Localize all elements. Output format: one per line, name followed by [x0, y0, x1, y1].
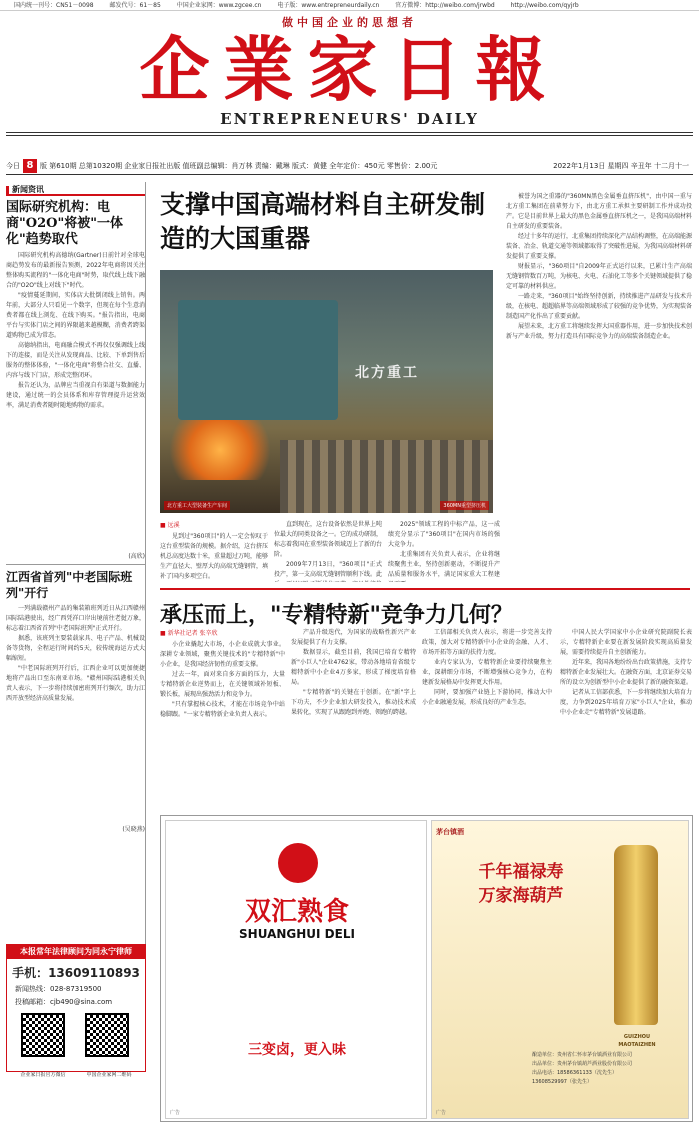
paragraph: 同时，要加强产业链上下游协同，推动大中小企业融通发展，形成良好的产业生态。 — [422, 689, 552, 706]
paragraph: 高德纳指出，电商融合模式不再仅仅强调线上线下的连接，而是关注从发现商品、比较、下单到售后服务的整体体验，"一体化电商"将整合社交、直播、内容与线下门店，形成完整闭环。 — [6, 342, 145, 379]
weibo-link-1[interactable]: 官方微博：http://weibo.com/jrwbd — [395, 2, 495, 9]
section-label-text: 新闻资讯 — [12, 185, 44, 194]
paragraph: 2009年7月13日，"360项目"正式投产，第一支高端无缝钢管顺利下线。此 — [274, 561, 382, 578]
slogan: 做中国企业的思想者 — [282, 16, 417, 29]
second-article-col-1 — [160, 640, 285, 808]
ad2-headline-1: 千年福禄寿 — [478, 862, 564, 882]
left-column — [6, 182, 146, 1078]
ad2-headline-2: 万家海葫芦 — [478, 886, 564, 906]
paragraph: 一路走来，"360项目"始终坚持创新，持续推进产品研发与技术升级，在核电、超超临界等高端领域形成了较强的竞争优势，为实现装备制造国产化作出了重要贡献。 — [506, 293, 692, 320]
second-article-col-2 — [291, 628, 416, 808]
liquor-ad[interactable] — [431, 820, 689, 1119]
paragraph: 小企业撬起大市场，小企业成就大事业。深耕专业领域，聚焦关键技术的"专精特新"中小企业，是我国经济韧性的重要支撑。 — [160, 641, 285, 668]
cn-number: 国内统一刊号：CN51－0098 — [14, 2, 94, 9]
paragraph: "中老国际班列开行后，江西企业可以更加便捷地将产品出口至东南亚市场。"赣州国际陆港相关负责人表示，下一步将持续加密班列开行频次，助力江西开放型经济高质量发展。 — [6, 665, 145, 702]
ad2-info-line: 出品电话：18586361133（沈先生） — [532, 1070, 617, 1076]
ad2-brand: 茅台镇酒 — [436, 828, 464, 836]
liquor-bottle-icon — [614, 845, 658, 1025]
top-info-line — [0, 0, 699, 11]
qr-label: 企业家日报官方微信 — [20, 1072, 66, 1078]
main-article-right-column — [506, 192, 692, 572]
photo-logo-text: 北方重工 — [355, 365, 419, 381]
ad2-bottle-label: GUIZHOU MAOTAIZHEN — [618, 1034, 656, 1048]
submission-email[interactable]: 投稿邮箱：cjb490@sina.com — [15, 998, 113, 1006]
second-reporter: ■ 新华社记者 张辛欣 — [160, 630, 218, 637]
paragraph: 业内专家认为，专精特新企业要持续聚焦主业，深耕细分市场，不断增强核心竞争力，在构建新发展格局中发挥更大作用。 — [422, 659, 552, 686]
pig-logo-icon — [278, 843, 318, 883]
paragraph: 中国人民大学国家中小企业研究院副院长表示，专精特新企业要在新发展阶段实现高质量发展，需要持续提升自主创新能力。 — [560, 629, 692, 656]
second-article-col-4 — [560, 628, 692, 808]
paragraph: 见到过"360项目"的人一定会惊叹于这台重型装备的规模。据介绍，这台挤压机总高度达数十米，重量超过万吨，能够生产直径大、壁厚大的高端无缝钢管，填补了国内多项空白。 — [160, 533, 268, 580]
paragraph: 近年来，我国各地纷纷出台政策措施，支持专精特新企业发展壮大。在融资方面，北京证券交易所的设立为创新型中小企业提供了新的融资渠道。 — [560, 659, 692, 686]
paragraph: 据悉，该班列主要装载家具、电子产品、机械设备等货物，全程运行时间约5天，较传统海运方式大幅缩短。 — [6, 635, 145, 662]
masthead-title: 企業家日報 — [139, 28, 560, 111]
paragraph: 一列满载赣州产品的集装箱班列近日从江西赣州国际陆港驶出，经广西凭祥口岸出境前往老挝万象，标志着江西省首列"中老国际班列"正式开行。 — [6, 605, 145, 632]
advertisement-area — [160, 815, 693, 1122]
photo-caption-2: 360MN重型挤压机 — [440, 501, 489, 510]
page-number-badge: 8 — [23, 159, 37, 173]
legal-advisor-box — [6, 944, 146, 1078]
main-article-col-2 — [274, 520, 382, 582]
news-hotline[interactable]: 新闻热线：028-87319500 — [15, 985, 102, 993]
legal-advisor-title: 本报常年法律顾问为同永宁律师 — [7, 945, 145, 959]
paragraph: "疫情蔓延期间，实体店大批倒闭线上销售。两年前，大部分人只看见一个数字，但现在每个生意消费者都在线上浏览、在线下购买。"报告指出，电商平台与实体门店之间的界限越来越模糊，消费者跨渠道购物已成为常态。 — [6, 292, 145, 339]
paragraph: 工信部相关负责人表示，将进一步完善支持政策，加大对专精特新中小企业的金融、人才、市场开拓等方面的扶持力度。 — [422, 629, 552, 656]
section-marker-icon — [6, 186, 9, 194]
second-headline[interactable]: 承压而上，"专精特新"竞争力几何？ — [160, 588, 690, 629]
left-byline: (高欣) — [128, 553, 145, 560]
left-headline-2[interactable]: 江西省首列"中老国际班列"开行 — [6, 570, 133, 600]
ad-label: 广告 — [436, 1110, 447, 1116]
section-label — [6, 182, 145, 196]
issue-info: 版 第610期 总第10320期 企业家日报社出版 值班副总编辑：肖万林 责编：戴琳 版式：黄健 全年定价：450元 零售价：2.00元 — [40, 162, 438, 170]
left-byline-2: (吴晓燕) — [122, 826, 145, 833]
paragraph: 经过十多年的运行，北重集团持续深化产品结构调整，在高端能源装备、冶金、轨道交通等领域都取得了突破性进展，为我国高端材料研发提供了重要支撑。 — [506, 233, 692, 260]
ad2-info-line: 13608529997（张先生） — [532, 1079, 592, 1085]
website-link[interactable]: 中国企业家网：www.zgcee.cn — [176, 2, 262, 9]
paragraph: 财报显示，"360项目"自2009年正式运行以来，已累计生产高端无缝钢管数百万吨，为核电、火电、石油化工等多个关键领域提供了稳定可靠的材料供应。 — [506, 263, 692, 290]
paragraph: 直到现在，这台设备依然是世界上吨位最大的同类设备之一。它的成功研制，标志着我国在重型装备领域迈上了新的台阶。 — [274, 521, 382, 558]
furnace-glow — [160, 420, 280, 480]
issue-date: 2022年1月13日 星期四 辛丑年 十二月十一 — [553, 162, 689, 170]
paragraph: 被誉为国之重器的"360MN黑色金属垂直挤压机"，由中国一重与北方重工集团在前辈努力下，由北方重工承担主要研制工作并成功投产。它是目前世界上最大的黑色金属垂直挤压机之一，是我国高端材料自主研发的重要装备。 — [506, 193, 692, 230]
main-article-col-1 — [160, 532, 268, 582]
paragraph: 2025"领域工程的中标产品，这一成绩充分显示了"360项目"在国内市场的强大竞争力。 — [388, 521, 500, 548]
issue-bar — [6, 157, 693, 175]
left-headline[interactable]: 国际研究机构：电商"O2O"将被"一体化"趋势取代 — [6, 200, 124, 247]
paragraph: 数据显示，截至目前，我国已培育专精特新"小巨人"企业4762家，带动各地培育省级专精特新中小企业4万多家，形成了梯度培育格局。 — [291, 649, 416, 686]
paragraph: "专精特新"的关键在于创新。在"新"字上下功夫，不少企业加大研发投入，推动技术成果转化，实现了从跟跑到并跑、领跑的跨越。 — [291, 689, 416, 716]
shuanghui-ad[interactable] — [165, 820, 427, 1119]
ad1-title: 双汇熟食 — [244, 897, 349, 927]
ad1-subtitle: SHUANGHUI DELI — [239, 927, 355, 941]
paragraph: 产品升级迭代，为国家的战略性新兴产业发展提供了有力支撑。 — [291, 629, 416, 646]
post-code: 邮发代号：61－85 — [109, 2, 161, 9]
weibo-link-2[interactable]: http://weibo.com/qyjrb — [510, 2, 579, 9]
masthead-divider — [6, 132, 693, 136]
qr-code-icon[interactable] — [85, 1013, 129, 1057]
main-reporter: ■ 远溪 — [160, 522, 180, 529]
main-headline[interactable]: 支撑中国高端材料自主研发制造的大国重器 — [160, 190, 486, 253]
paragraph: 报告还认为，品牌应当重视自有渠道与数据能力建设，通过统一的会员体系和库存管理提升运营效率，满足消费者随时随地购物的需求。 — [6, 382, 145, 409]
left-article-body-2 — [6, 604, 145, 824]
left-article-body — [6, 251, 145, 551]
ad2-contact-info — [532, 1051, 642, 1087]
ad2-info-line: 出品单位：贵州茅台镇葫芦酒业股份有限公司 — [532, 1061, 633, 1067]
paragraph: 国际研究机构高德纳(Gartner)日前针对全球电商趋势发布的最新报告预测，2022年电商将因关注整体购买流程的"一体化电商"时势，取代线上线下融合的"O2O"线上对线下"时代。 — [6, 252, 145, 289]
ad1-slogan: 三变卤，更入味 — [248, 1042, 346, 1058]
qr-label: 中国企业家网二维码 — [86, 1072, 132, 1078]
second-article-col-3 — [422, 628, 552, 808]
crane-image — [178, 300, 338, 420]
factory-photo — [160, 270, 493, 513]
english-name: ENTREPRENEURS' DAILY — [220, 110, 479, 128]
paragraph: 北重集团有关负责人表示，企业将继续聚焦主业，坚持创新驱动，不断提升产品质量和服务水平，满足国家重大工程建 — [388, 551, 500, 578]
main-article-col-3 — [388, 520, 500, 582]
paragraph: 展望未来，北方重工将继续发挥大国重器作用，进一步加快技术创新与产业升级，努力打造具有国际竞争力的高端装备制造企业。 — [506, 323, 692, 340]
paragraph: 过去一年，面对来自多方面的压力，大量专精特新企业逆势而上，在关键领域补短板、锻长板，展现出强劲活力和竞争力。 — [160, 671, 285, 698]
qr-code-icon[interactable] — [21, 1013, 65, 1057]
paragraph: "只有掌握核心技术，才能在市场竞争中站稳脚跟。"一家专精特新企业负责人表示。 — [160, 701, 285, 718]
ad-label: 广告 — [170, 1110, 181, 1116]
paragraph: 记者从工信部获悉，下一步将继续加大培育力度，力争到2025年培育万家"小巨人"企业，推动中小企业走"专精特新"发展道路。 — [560, 689, 692, 716]
ad2-info-line: 酿造单位：贵州省仁怀市茅台镇酒业有限公司 — [532, 1052, 633, 1058]
legal-phone[interactable]: 手机：13609110893 — [12, 966, 140, 980]
epaper-link[interactable]: 电子版：www.entrepreneurdaily.cn — [277, 2, 380, 9]
today-label: 今日 — [6, 162, 20, 170]
photo-caption-1: 北方重工大型装备生产车间 — [164, 501, 230, 510]
